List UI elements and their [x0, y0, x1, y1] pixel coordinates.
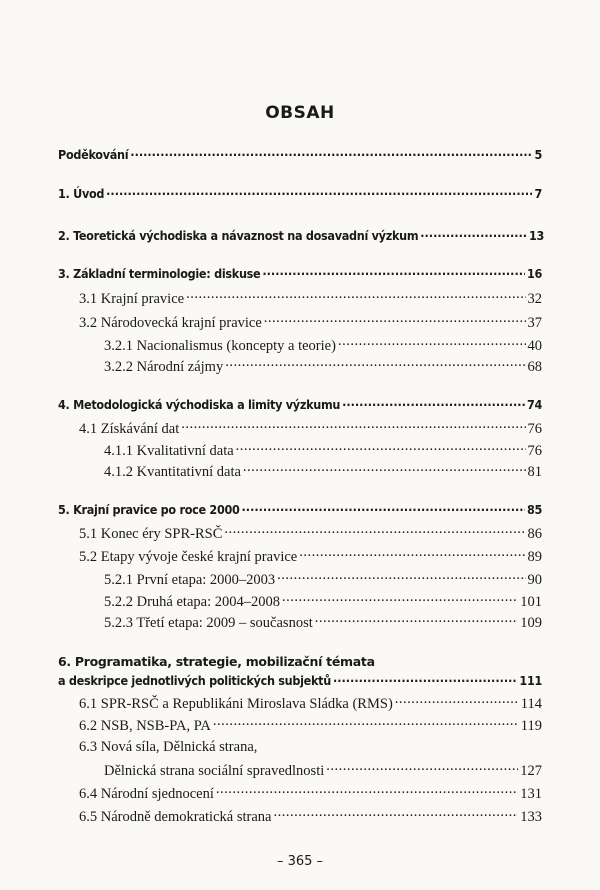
toc-entry [58, 185, 542, 205]
toc-entry-page: 111 [519, 672, 542, 688]
dot-leader [264, 312, 526, 327]
toc-entry-label: 6.2 NSB, NSB-PA, PA [79, 717, 211, 734]
toc-entry-label: 3.2.2 Národní zájmy [104, 358, 224, 375]
toc-entry-page: 5 [534, 146, 542, 162]
toc-entry-label: 4.1.1 Kvalitativní data [104, 442, 234, 459]
dot-leader [225, 356, 525, 371]
toc-entry [104, 461, 542, 481]
dot-leader [326, 760, 518, 775]
dot-leader [243, 461, 526, 476]
dot-leader [338, 335, 526, 350]
dot-leader [224, 523, 525, 538]
toc-entry-page: 131 [520, 785, 542, 802]
toc-entry [58, 396, 542, 416]
toc-entry-page: 101 [520, 593, 542, 610]
toc-entry-label: 3.1 Krajní pravice [79, 290, 185, 307]
toc-entry [58, 501, 542, 521]
toc-entry-page: 13 [528, 227, 544, 243]
toc-entry-page: 7 [534, 185, 542, 201]
toc-entry-page: 85 [526, 501, 542, 517]
toc-entry-label: Poděkování [58, 146, 129, 162]
toc-entry-label: 5.1 Konec éry SPR-RSČ [79, 525, 223, 542]
toc-entry [79, 783, 542, 803]
dot-leader [333, 672, 517, 685]
toc-entry-label: 4. Metodologická východiska a limity výzkumu [58, 396, 341, 412]
dot-leader [282, 591, 518, 606]
page-title: OBSAH [265, 103, 335, 123]
toc-entry-label: 5.2.2 Druhá etapa: 2004–2008 [104, 593, 280, 610]
dot-leader [315, 612, 519, 627]
toc-entry-label: 4.1 Získávání dat [79, 420, 180, 437]
toc-entry-label: 3.2.1 Nacionalismus (koncepty a teorie) [104, 337, 336, 354]
toc-entry-page: 40 [527, 337, 542, 354]
toc-entry-label-line1: 6. Programatika, strategie, mobilizační témata [58, 654, 375, 669]
dot-leader [242, 501, 525, 514]
dot-leader [299, 546, 525, 561]
toc-entry-page: 74 [526, 396, 542, 412]
toc-entry-label: 4.1.2 Kvantitativní data [104, 463, 241, 480]
dot-leader [395, 693, 519, 708]
toc-entry-page: 127 [520, 762, 542, 779]
toc-entry-page: 90 [527, 571, 542, 588]
dot-leader [342, 396, 525, 409]
toc-entry-page: 119 [520, 717, 542, 734]
toc-entry [79, 715, 542, 735]
toc-entry-page: 37 [527, 314, 542, 331]
toc-entry-label-line1: 6.3 Nová síla, Dělnická strana, [79, 739, 258, 755]
toc-entry [58, 672, 542, 692]
toc-entry [79, 546, 542, 566]
toc-entry-page: 89 [527, 548, 542, 565]
toc-entry [58, 227, 544, 247]
toc-entry-page: 76 [527, 442, 542, 459]
dot-leader [106, 185, 532, 198]
toc-entry [79, 806, 542, 826]
toc-entry-label: 6.4 Národní sjednocení [79, 785, 214, 802]
toc-entry [104, 591, 542, 611]
toc-entry [104, 760, 542, 780]
toc-entry [104, 335, 542, 355]
toc-entry-page: 76 [527, 420, 542, 437]
toc-entry [58, 265, 542, 285]
toc-entry-label: 2. Teoretická východiska a návaznost na dosavadní výzkum [58, 227, 419, 243]
dot-leader [130, 146, 532, 159]
dot-leader [216, 783, 518, 798]
toc-entry-page: 114 [520, 695, 542, 712]
toc-entry [79, 523, 542, 543]
toc-entry-page: 133 [520, 808, 542, 825]
toc-entry-page: 86 [527, 525, 542, 542]
toc-entry-label: 5. Krajní pravice po roce 2000 [58, 501, 240, 517]
toc-entry [104, 569, 542, 589]
toc-entry-page: 16 [526, 265, 542, 281]
toc-entry [104, 612, 542, 632]
dot-leader [262, 265, 525, 278]
dot-leader [277, 569, 525, 584]
toc-entry-page: 68 [527, 358, 542, 375]
toc-entry-label: 1. Úvod [58, 185, 105, 201]
toc-entry-label: 5.2.3 Třetí etapa: 2009 – současnost [104, 614, 313, 631]
dot-leader [273, 806, 518, 821]
toc-entry-page: 109 [520, 614, 542, 631]
toc-entry [79, 288, 542, 308]
dot-leader [181, 418, 525, 433]
toc-entry-label: 6.5 Národně demokratická strana [79, 808, 272, 825]
toc-entry [79, 312, 542, 332]
dot-leader [236, 440, 526, 455]
dot-leader [213, 715, 519, 730]
toc-entry-label: 6.1 SPR-RSČ a Republikáni Miroslava Sládka (RMS) [79, 695, 393, 712]
toc-entry [79, 693, 542, 713]
toc-entry-page: 32 [527, 290, 542, 307]
toc-entry [104, 440, 542, 460]
dot-leader [186, 288, 525, 303]
toc-entry-label: 5.2 Etapy vývoje české krajní pravice [79, 548, 298, 565]
toc-entry [104, 356, 542, 376]
toc-entry-label: 5.2.1 První etapa: 2000–2003 [104, 571, 276, 588]
toc-entry-label: a deskripce jednotlivých politických subjektů [58, 672, 331, 688]
toc-entry-label: 3.2 Národovecká krajní pravice [79, 314, 262, 331]
dot-leader [420, 227, 527, 240]
toc-entry-label: Dělnická strana sociální spravedlnosti [104, 762, 325, 779]
page-number-footer: – 365 – [276, 854, 324, 869]
toc-entry [79, 418, 542, 438]
toc-entry [58, 146, 542, 166]
toc-entry-page: 81 [527, 463, 542, 480]
toc-entry-label: 3. Základní terminologie: diskuse [58, 265, 261, 281]
